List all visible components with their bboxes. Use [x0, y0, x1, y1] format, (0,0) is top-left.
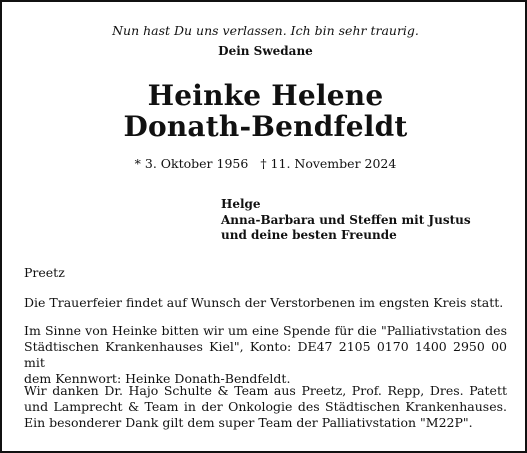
- quote-line: Nun hast Du uns verlassen. Ich bin sehr traurig.: [112, 23, 419, 38]
- place: Preetz: [24, 265, 65, 280]
- donation-paragraph: [24, 323, 507, 387]
- birth-date: * 3. Oktober 1956: [134, 156, 249, 171]
- thanks-line: und Lamprecht & Team in der Onkologie des Städtischen Krankenhauses.: [24, 399, 507, 414]
- funeral-paragraph: [24, 295, 507, 311]
- survivor-line: und deine besten Freunde: [221, 228, 397, 242]
- survivor-line: Anna-Barbara und Steffen mit Justus: [221, 212, 471, 227]
- deceased-name: [2, 80, 527, 142]
- death-date: † 11. November 2024: [260, 156, 397, 171]
- funeral-text: Die Trauerfeier findet auf Wunsch der Verstorbenen im engsten Kreis statt.: [24, 295, 504, 310]
- survivors-list: [221, 197, 471, 244]
- donation-line: Im Sinne von Heinke bitten wir um eine Spende für die "Palliativstation des: [24, 323, 507, 338]
- donation-line: dem Kennwort: Heinke Donath-Bendfeldt.: [24, 371, 291, 386]
- deceased-first-names: Heinke Helene: [147, 79, 384, 112]
- survivor-line: Helge: [221, 197, 261, 211]
- deceased-surname: Donath-Bendfeldt: [123, 110, 408, 143]
- donation-line: Städtischen Krankenhauses Kiel", Konto: DE47 2105 0170 1400 2950 00 mit: [24, 339, 507, 370]
- thanks-paragraph: [24, 383, 507, 431]
- thanks-line: Wir danken Dr. Hajo Schulte & Team aus Preetz, Prof. Repp, Dres. Patett: [24, 383, 507, 398]
- life-dates: [2, 156, 527, 172]
- thanks-line: Ein besonderer Dank gilt dem super Team der Palliativstation "M22P".: [24, 415, 473, 430]
- quote-signature: Dein Swedane: [218, 44, 313, 58]
